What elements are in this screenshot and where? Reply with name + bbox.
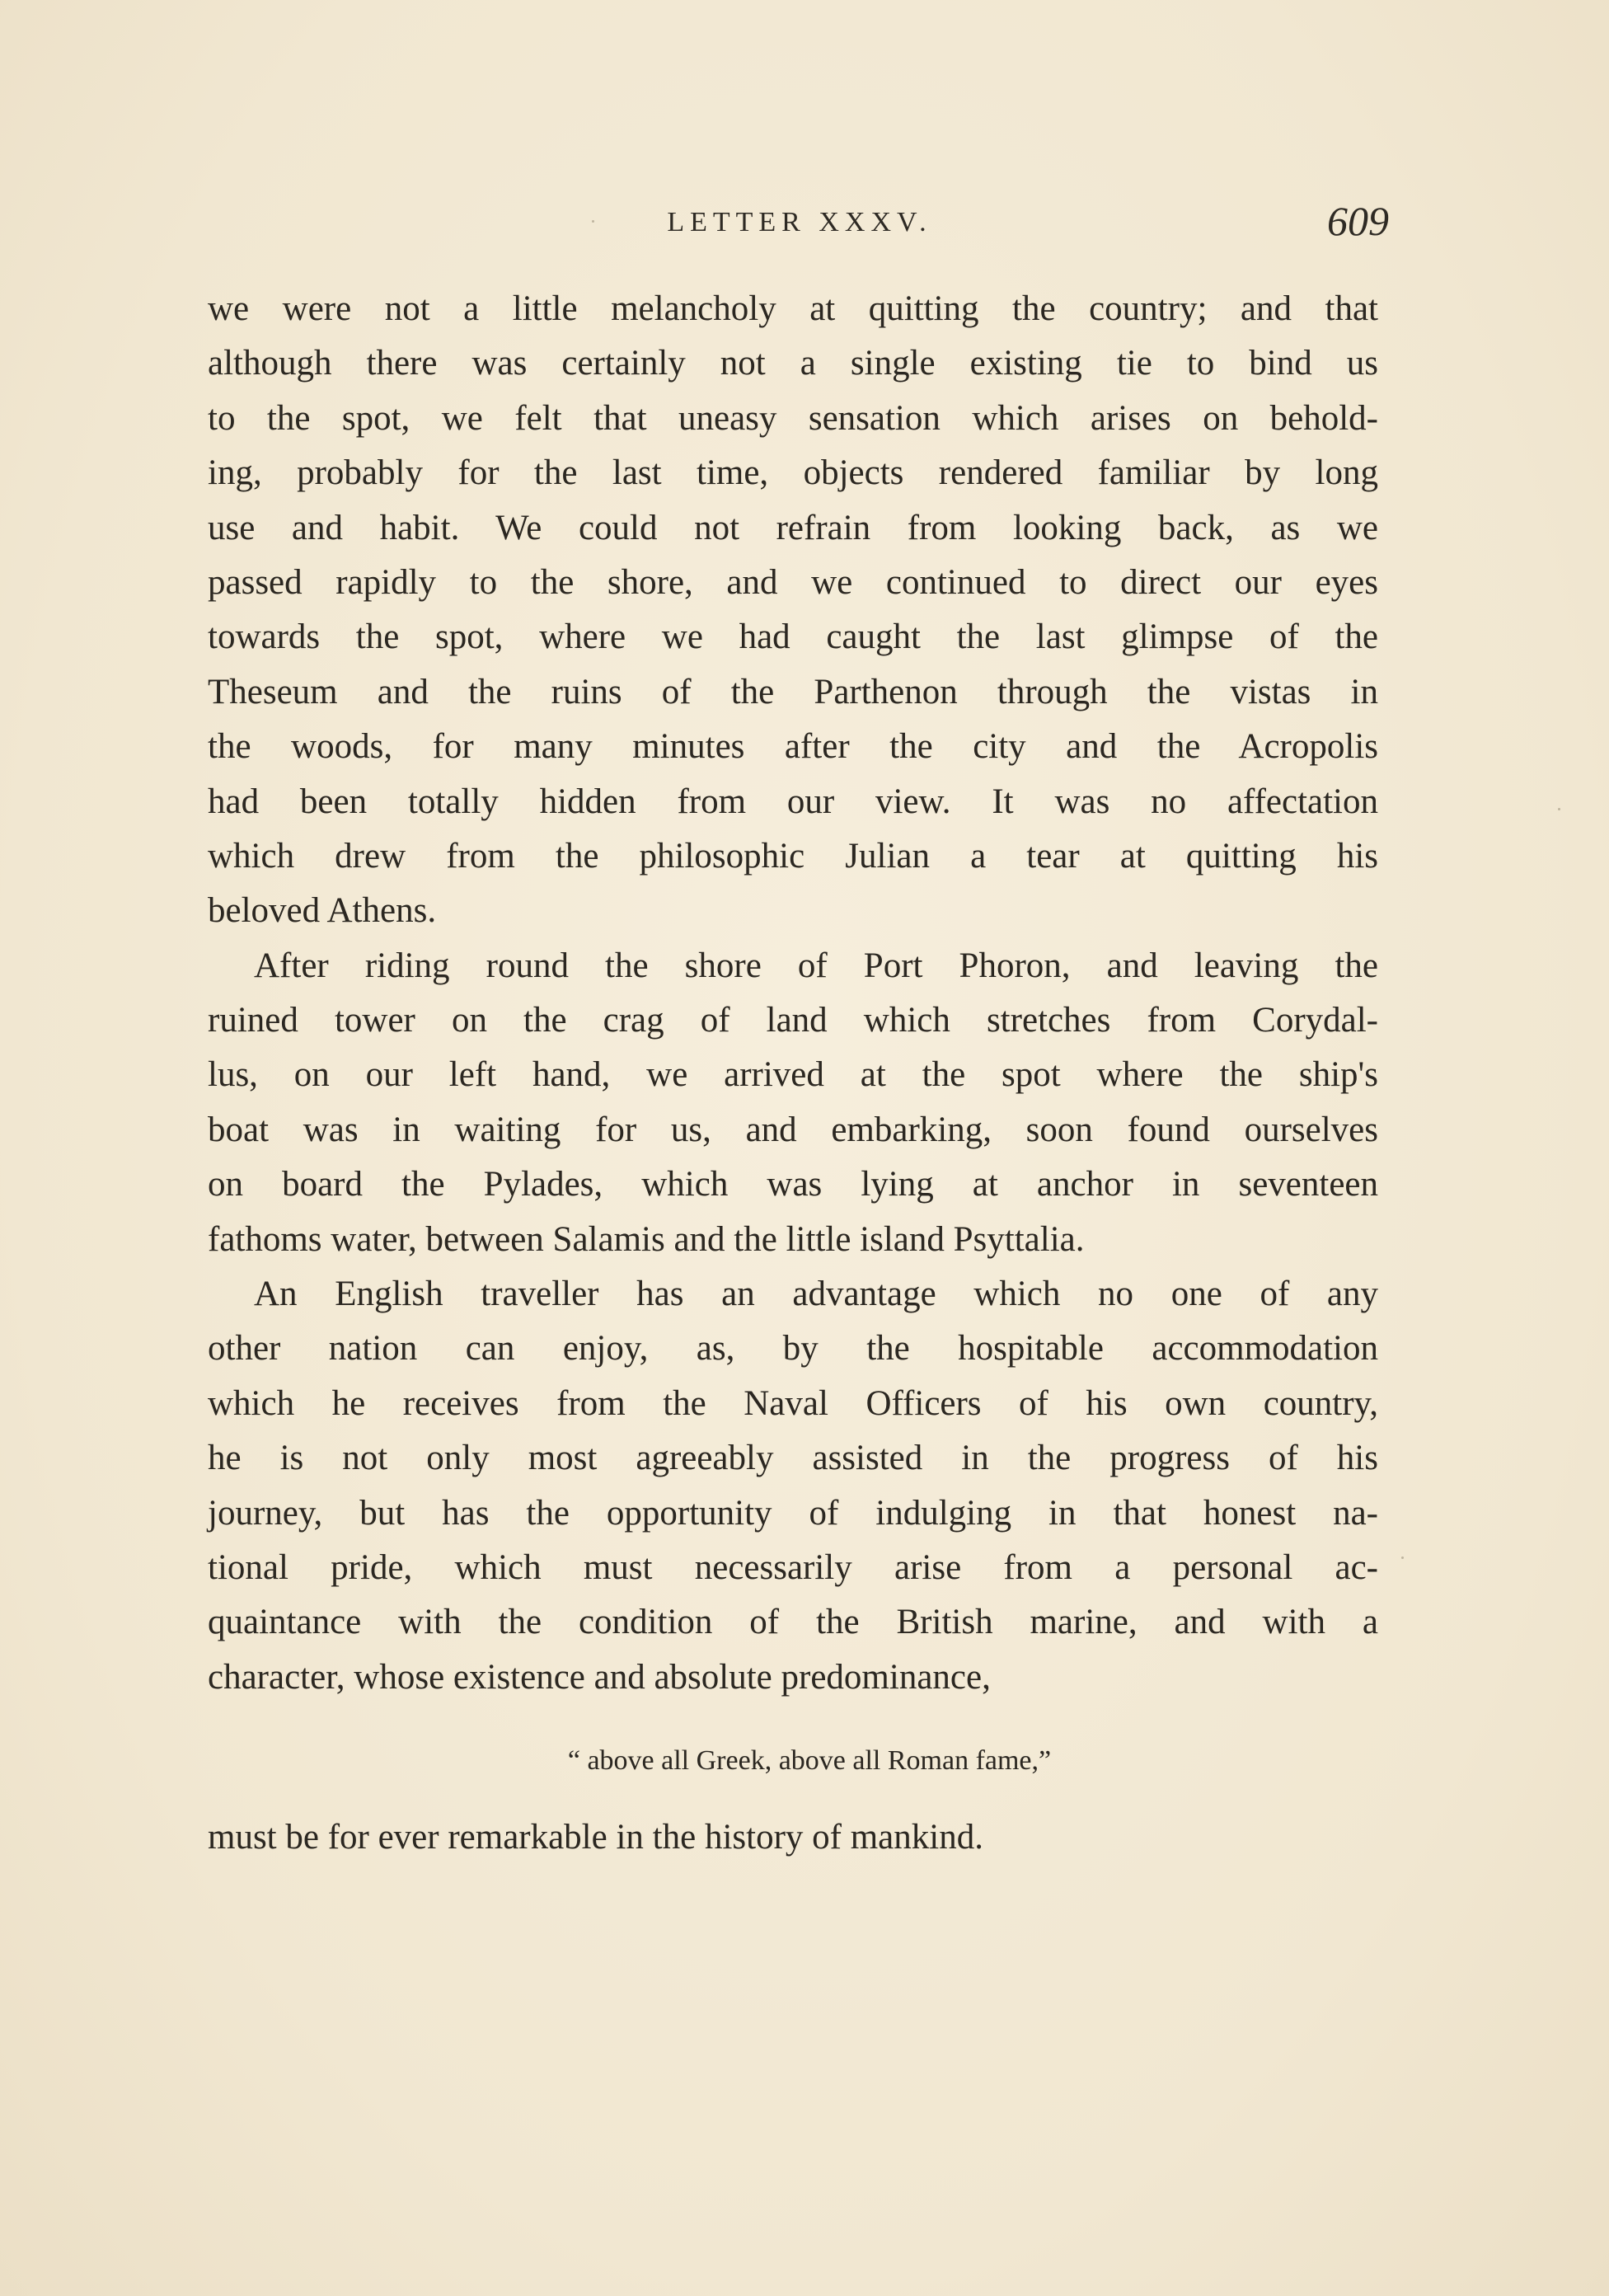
text-line: beloved Athens.	[208, 891, 437, 931]
text-line: on board the Pylades, which was lying at anchor in seventeen	[208, 1165, 1378, 1204]
text-line: ing, probably for the last time, objects rendered familiar by long	[208, 453, 1378, 493]
running-title: LETTER XXXV.	[667, 207, 932, 237]
body-text	[208, 282, 1378, 1866]
paper-speck	[1558, 808, 1560, 810]
quotation: “ above all Greek, above all Roman fame,”	[567, 1745, 1052, 1777]
text-line: although there was certainly not a single existing tie to bind us	[208, 344, 1378, 383]
paragraph-1	[208, 282, 1378, 939]
text-line: had been totally hidden from our view. It was no affectation	[208, 782, 1378, 821]
text-line: After riding round the shore of Port Phoron, and leaving the	[254, 946, 1378, 985]
running-head	[210, 198, 1389, 251]
text-line: we were not a little melancholy at quitting the country; and that	[208, 289, 1378, 328]
text-line: which drew from the philosophic Julian a tear at quitting his	[208, 836, 1378, 876]
text-line: Theseum and the ruins of the Parthenon through the vistas in	[208, 672, 1378, 711]
text-line: the woods, for many minutes after the city and the Acropolis	[208, 727, 1378, 767]
text-line: An English traveller has an advantage which no one of any	[254, 1275, 1378, 1314]
text-line: he is not only most agreeably assisted in the progress of his	[208, 1439, 1378, 1478]
paragraph-2	[208, 939, 1378, 1267]
text-line: lus, on our left hand, we arrived at the spot where the ship's	[208, 1055, 1378, 1095]
paper-speck	[1401, 1556, 1404, 1559]
text-line: tional pride, which must necessarily arise from a personal ac-	[208, 1547, 1378, 1587]
closing-line: must be for ever remarkable in the history of mankind.	[208, 1818, 983, 1857]
paper-speck	[592, 220, 594, 223]
text-line: journey, but has the opportunity of indulging in that honest na-	[208, 1493, 1378, 1533]
text-line: quaintance with the condition of the British marine, and with a	[208, 1603, 1378, 1642]
text-line: other nation can enjoy, as, by the hospitable accommodation	[208, 1329, 1378, 1369]
page-number: 609	[1327, 198, 1389, 244]
text-line: boat was in waiting for us, and embarking, soon found ourselves	[208, 1110, 1378, 1149]
text-line: passed rapidly to the shore, and we continued to direct our eyes	[208, 562, 1378, 602]
text-line: fathoms water, between Salamis and the little island Psyttalia.	[208, 1219, 1085, 1259]
text-line: towards the spot, where we had caught the last glimpse of the	[208, 617, 1378, 657]
text-line: ruined tower on the crag of land which stretches from Corydal-	[208, 1001, 1378, 1040]
text-line: use and habit. We could not refrain from looking back, as we	[208, 508, 1378, 547]
text-line: to the spot, we felt that uneasy sensation which arises on behold-	[208, 398, 1378, 438]
text-line: which he receives from the Naval Officers of his own country,	[208, 1383, 1378, 1423]
text-line: character, whose existence and absolute predominance,	[208, 1657, 991, 1697]
paragraph-3	[208, 1267, 1378, 1705]
